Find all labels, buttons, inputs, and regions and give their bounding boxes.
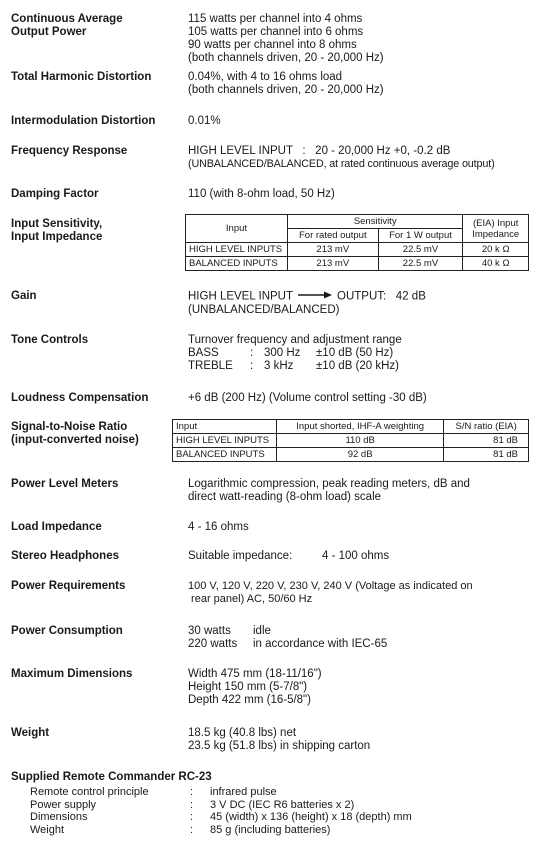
spec-value: Width 475 mm (18-11/16") Height 150 mm (5-7/8") Depth 422 mm (16-5/8") [188, 668, 322, 706]
remote-title: Supplied Remote Commander RC-23 [11, 771, 212, 783]
spec-label: Gain [11, 290, 37, 302]
spec-label: Frequency Response [11, 145, 128, 157]
table-row [186, 257, 529, 271]
spec-value: 100 V, 120 V, 220 V, 230 V, 240 V (Voltage as indicated on rear panel) AC, 50/60 Hz [188, 580, 473, 605]
table-cell: 110 dB [277, 434, 444, 448]
spec-label: Total Harmonic Distortion [11, 71, 152, 83]
remote-spec-row: Weight : 85 g (including batteries) [30, 823, 331, 836]
table-header-row [186, 215, 529, 229]
table-header: Input [186, 215, 288, 243]
spec-value: 115 watts per channel into 4 ohms 105 watts per channel into 6 ohms 90 watts per channel into 8 ohms (both channels driven, 20 - 20,000 Hz) [188, 13, 384, 64]
tone-row: BASS : 300 Hz ±10 dB (50 Hz) [188, 347, 394, 359]
table-header: Input [173, 420, 277, 434]
spec-label: Load Impedance [11, 521, 102, 533]
spec-value: 110 (with 8-ohm load, 50 Hz) [188, 188, 335, 200]
table-cell: 213 mV [288, 257, 379, 271]
table-cell: HIGH LEVEL INPUTS [173, 434, 277, 448]
spec-label: Power Requirements [11, 580, 126, 592]
consumption-row: 220 watts in accordance with IEC-65 [188, 638, 388, 650]
table-header: S/N ratio (EIA) [444, 420, 529, 434]
table-row [173, 448, 529, 462]
remote-spec-row: Dimensions : 45 (width) x 136 (height) x 18 (depth) mm [30, 811, 412, 823]
table-cell: 22.5 mV [378, 257, 463, 271]
spec-label: Signal-to-Noise Ratio (input-converted noise) [11, 421, 139, 446]
table-cell: 92 dB [277, 448, 444, 462]
spec-value: 0.01% [188, 115, 221, 127]
spec-label: Continuous Average Output Power [11, 13, 123, 38]
consumption-row: 30 watts idle [188, 625, 271, 637]
sensitivity-table [185, 214, 529, 271]
arrow-right-icon [298, 290, 332, 303]
table-row [173, 434, 529, 448]
table-cell: BALANCED INPUTS [186, 257, 288, 271]
snr-table [172, 419, 529, 462]
spec-label: Intermodulation Distortion [11, 115, 156, 127]
spec-value: Turnover frequency and adjustment range BASS : 300 Hz ±10 dB (50 Hz) TREBLE : 3 kHz ±10 dB (20 kHz) [188, 334, 533, 373]
spec-value [188, 625, 533, 651]
table-header: Sensitivity [288, 215, 463, 229]
spec-label: Loudness Compensation [11, 392, 149, 404]
table-cell: HIGH LEVEL INPUTS [186, 243, 288, 257]
spec-label: Power Consumption [11, 625, 123, 637]
remote-spec-row: Power supply : 3 V DC (IEC R6 batteries x 2) [30, 798, 355, 811]
table-cell: 22.5 mV [378, 243, 463, 257]
table-header: For 1 W output [378, 229, 463, 243]
table-cell: 81 dB [444, 448, 529, 462]
tone-row: TREBLE : 3 kHz ±10 dB (20 kHz) [188, 360, 400, 372]
table-header: Input shorted, IHF-A weighting [277, 420, 444, 434]
spec-label: Tone Controls [11, 334, 89, 346]
spec-label: Input Sensitivity, Input Impedance [11, 218, 103, 243]
table-row [186, 243, 529, 257]
spec-value: +6 dB (200 Hz) (Volume control setting -30 dB) [188, 392, 427, 404]
table-header: For rated output [288, 229, 379, 243]
spec-label: Damping Factor [11, 188, 99, 200]
spec-label: Weight [11, 727, 50, 739]
spec-value: Suitable impedance: 4 - 100 ohms [188, 550, 390, 562]
remote-spec-list [30, 786, 412, 836]
spec-value: 18.5 kg (40.8 lbs) net 23.5 kg (51.8 lbs) in shipping carton [188, 727, 371, 752]
spec-value: HIGH LEVEL INPUT OUTPUT: 42 dB (UNBALANCED/BALANCED) [188, 290, 426, 316]
table-cell: BALANCED INPUTS [173, 448, 277, 462]
spec-value: 4 - 16 ohms [188, 521, 249, 533]
table-header: (EIA) Input Impedance [463, 215, 529, 243]
spec-label: Power Level Meters [11, 478, 119, 490]
spec-label: Stereo Headphones [11, 550, 119, 562]
spec-value: Logarithmic compression, peak reading meters, dB and direct watt-reading (8-ohm load) scale [188, 478, 470, 503]
table-header-row [173, 420, 529, 434]
table-cell: 213 mV [288, 243, 379, 257]
spec-label: Maximum Dimensions [11, 668, 133, 680]
table-cell: 40 k Ω [463, 257, 529, 271]
spec-value: 0.04%, with 4 to 16 ohms load (both channels driven, 20 - 20,000 Hz) [188, 71, 384, 96]
remote-spec-row: Remote control principle : infrared pulse [30, 786, 277, 798]
table-cell: 20 k Ω [463, 243, 529, 257]
spec-value: HIGH LEVEL INPUT : 20 - 20,000 Hz +0, -0.2 dB (UNBALANCED/BALANCED, at rated continuous average output) [188, 145, 495, 170]
table-cell: 81 dB [444, 434, 529, 448]
